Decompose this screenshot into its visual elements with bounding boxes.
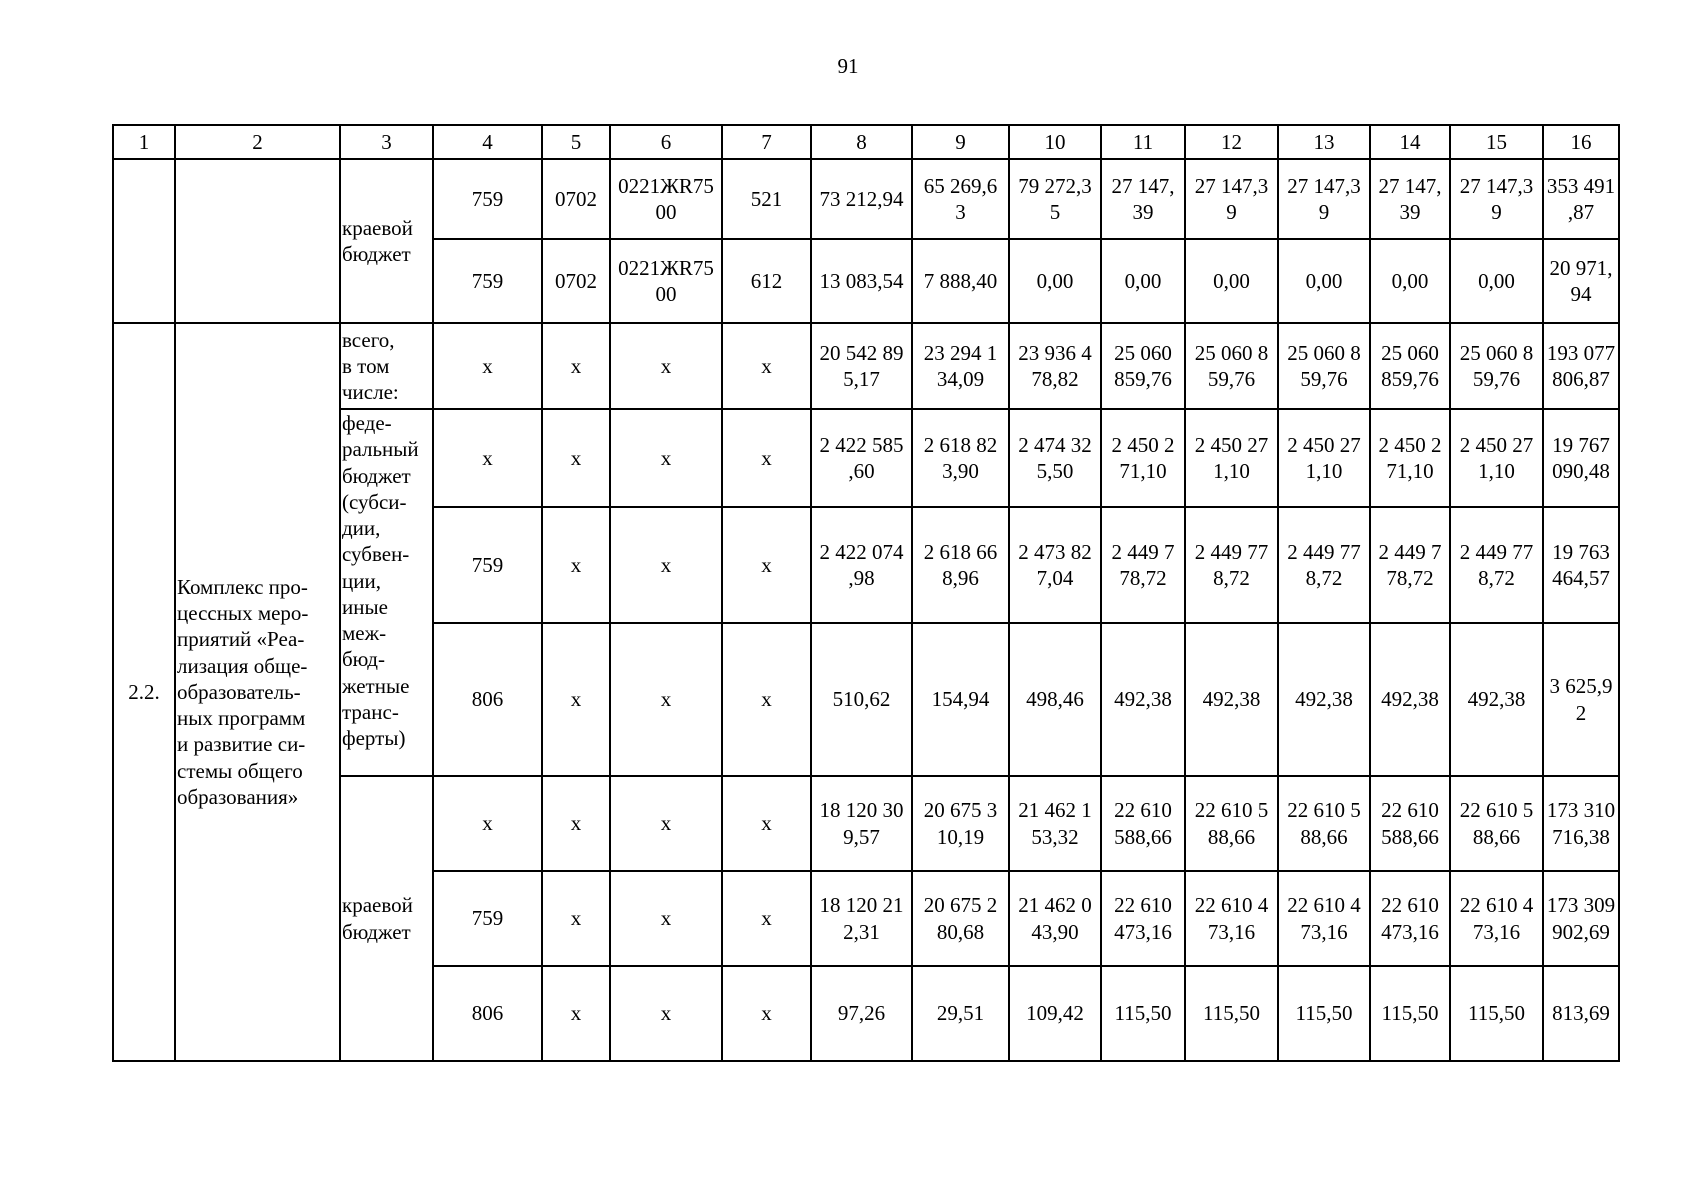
cell-c6: 0221ЖR75 00: [610, 159, 722, 239]
cell-c13: 2 449 77 8,72: [1278, 507, 1370, 623]
cell-c14: 25 060 859,76: [1370, 323, 1450, 409]
cell-c16: 3 625,9 2: [1543, 623, 1619, 776]
cell-c14: 22 610 588,66: [1370, 776, 1450, 871]
table-row: [113, 159, 1619, 239]
cell-c11: 25 060 859,76: [1101, 323, 1185, 409]
cell-c11: 2 449 7 78,72: [1101, 507, 1185, 623]
cell-c8: 13 083,54: [811, 239, 912, 323]
empty-cell: [113, 159, 175, 323]
cell-c12: 115,50: [1185, 966, 1278, 1061]
header-cell: 15: [1450, 125, 1543, 159]
header-cell: 5: [542, 125, 610, 159]
cell-c13: 492,38: [1278, 623, 1370, 776]
cell-c4: x: [433, 409, 542, 507]
cell-c10: 109,42: [1009, 966, 1101, 1061]
cell-c16: 193 077 806,87: [1543, 323, 1619, 409]
cell-c8: 2 422 074 ,98: [811, 507, 912, 623]
cell-c12: 25 060 8 59,76: [1185, 323, 1278, 409]
cell-c9: 29,51: [912, 966, 1009, 1061]
cell-c4: x: [433, 323, 542, 409]
cell-c16: 813,69: [1543, 966, 1619, 1061]
cell-c13: 115,50: [1278, 966, 1370, 1061]
cell-c12: 22 610 4 73,16: [1185, 871, 1278, 966]
cell-c7: x: [722, 871, 811, 966]
cell-c9: 20 675 2 80,68: [912, 871, 1009, 966]
cell-c14: 0,00: [1370, 239, 1450, 323]
cell-c14: 27 147, 39: [1370, 159, 1450, 239]
cell-c8: 97,26: [811, 966, 912, 1061]
cell-c12: 2 450 27 1,10: [1185, 409, 1278, 507]
cell-c4: 759: [433, 239, 542, 323]
cell-c11: 22 610 473,16: [1101, 871, 1185, 966]
cell-c6: x: [610, 507, 722, 623]
cell-c5: x: [542, 871, 610, 966]
header-cell: 11: [1101, 125, 1185, 159]
cell-c12: 492,38: [1185, 623, 1278, 776]
cell-c6: x: [610, 776, 722, 871]
cell-c4: x: [433, 776, 542, 871]
header-cell: 14: [1370, 125, 1450, 159]
cell-c7: 521: [722, 159, 811, 239]
cell-c14: 492,38: [1370, 623, 1450, 776]
cell-c7: x: [722, 776, 811, 871]
header-cell: 8: [811, 125, 912, 159]
cell-c10: 2 474 32 5,50: [1009, 409, 1101, 507]
cell-c6: 0221ЖR75 00: [610, 239, 722, 323]
cell-c13: 27 147,3 9: [1278, 159, 1370, 239]
cell-c13: 22 610 4 73,16: [1278, 871, 1370, 966]
cell-c14: 2 449 7 78,72: [1370, 507, 1450, 623]
cell-c6: x: [610, 871, 722, 966]
header-cell: 7: [722, 125, 811, 159]
cell-c8: 18 120 30 9,57: [811, 776, 912, 871]
cell-c7: x: [722, 507, 811, 623]
cell-c6: x: [610, 966, 722, 1061]
cell-c15: 22 610 4 73,16: [1450, 871, 1543, 966]
cell-c5: x: [542, 507, 610, 623]
cell-c11: 2 450 2 71,10: [1101, 409, 1185, 507]
cell-c16: 173 310 716,38: [1543, 776, 1619, 871]
cell-c5: x: [542, 776, 610, 871]
source-label: краевой бюджет: [340, 159, 433, 323]
cell-c15: 27 147,3 9: [1450, 159, 1543, 239]
cell-c11: 27 147, 39: [1101, 159, 1185, 239]
cell-c10: 21 462 1 53,32: [1009, 776, 1101, 871]
cell-c11: 115,50: [1101, 966, 1185, 1061]
cell-c12: 27 147,3 9: [1185, 159, 1278, 239]
total-label: всего, в том числе:: [340, 323, 433, 409]
cell-c13: 25 060 8 59,76: [1278, 323, 1370, 409]
cell-c5: 0702: [542, 159, 610, 239]
cell-c8: 73 212,94: [811, 159, 912, 239]
cell-c13: 0,00: [1278, 239, 1370, 323]
cell-c11: 0,00: [1101, 239, 1185, 323]
cell-c7: x: [722, 409, 811, 507]
cell-c10: 21 462 0 43,90: [1009, 871, 1101, 966]
cell-c9: 65 269,6 3: [912, 159, 1009, 239]
cell-c9: 23 294 1 34,09: [912, 323, 1009, 409]
header-cell: 9: [912, 125, 1009, 159]
header-cell: 12: [1185, 125, 1278, 159]
cell-c7: x: [722, 623, 811, 776]
cell-c9: 7 888,40: [912, 239, 1009, 323]
cell-c11: 492,38: [1101, 623, 1185, 776]
cell-c9: 2 618 82 3,90: [912, 409, 1009, 507]
header-cell: 10: [1009, 125, 1101, 159]
regional-label: краевой бюджет: [340, 776, 433, 1061]
cell-c10: 498,46: [1009, 623, 1101, 776]
header-cell: 4: [433, 125, 542, 159]
cell-c16: 20 971, 94: [1543, 239, 1619, 323]
header-cell: 16: [1543, 125, 1619, 159]
header-cell: 6: [610, 125, 722, 159]
cell-c9: 20 675 3 10,19: [912, 776, 1009, 871]
cell-c16: 19 767 090,48: [1543, 409, 1619, 507]
cell-c16: 173 309 902,69: [1543, 871, 1619, 966]
table-row: [113, 323, 1619, 409]
cell-c14: 22 610 473,16: [1370, 871, 1450, 966]
cell-c13: 22 610 5 88,66: [1278, 776, 1370, 871]
cell-c11: 22 610 588,66: [1101, 776, 1185, 871]
section-number: 2.2.: [113, 323, 175, 1061]
cell-c12: 0,00: [1185, 239, 1278, 323]
cell-c15: 2 449 77 8,72: [1450, 507, 1543, 623]
cell-c8: 2 422 585 ,60: [811, 409, 912, 507]
cell-c4: 806: [433, 623, 542, 776]
cell-c8: 510,62: [811, 623, 912, 776]
cell-c4: 759: [433, 159, 542, 239]
cell-c15: 115,50: [1450, 966, 1543, 1061]
federal-label: феде- ральный бюджет (субси- дии, субвен- ции, иные меж- бюд- жетные транс- ферты): [340, 409, 433, 776]
budget-table: [112, 124, 1620, 1062]
cell-c15: 22 610 5 88,66: [1450, 776, 1543, 871]
cell-c15: 2 450 27 1,10: [1450, 409, 1543, 507]
cell-c5: x: [542, 409, 610, 507]
cell-c16: 19 763 464,57: [1543, 507, 1619, 623]
cell-c14: 2 450 2 71,10: [1370, 409, 1450, 507]
cell-c4: 806: [433, 966, 542, 1061]
page-number: 91: [837, 54, 859, 78]
cell-c4: 759: [433, 871, 542, 966]
cell-c13: 2 450 27 1,10: [1278, 409, 1370, 507]
cell-c6: x: [610, 323, 722, 409]
cell-c8: 20 542 89 5,17: [811, 323, 912, 409]
header-cell: 2: [175, 125, 340, 159]
cell-c14: 115,50: [1370, 966, 1450, 1061]
cell-c10: 79 272,3 5: [1009, 159, 1101, 239]
header-row: [113, 125, 1619, 159]
cell-c4: 759: [433, 507, 542, 623]
cell-c9: 2 618 66 8,96: [912, 507, 1009, 623]
cell-c10: 2 473 82 7,04: [1009, 507, 1101, 623]
cell-c9: 154,94: [912, 623, 1009, 776]
cell-c6: x: [610, 409, 722, 507]
empty-cell: [175, 159, 340, 323]
cell-c15: 25 060 8 59,76: [1450, 323, 1543, 409]
cell-c5: x: [542, 966, 610, 1061]
cell-c5: 0702: [542, 239, 610, 323]
cell-c8: 18 120 21 2,31: [811, 871, 912, 966]
cell-c15: 492,38: [1450, 623, 1543, 776]
header-cell: 3: [340, 125, 433, 159]
cell-c5: x: [542, 323, 610, 409]
cell-c7: x: [722, 323, 811, 409]
cell-c10: 23 936 4 78,82: [1009, 323, 1101, 409]
cell-c12: 2 449 77 8,72: [1185, 507, 1278, 623]
cell-c6: x: [610, 623, 722, 776]
header-cell: 1: [113, 125, 175, 159]
cell-c5: x: [542, 623, 610, 776]
cell-c7: 612: [722, 239, 811, 323]
cell-c16: 353 491 ,87: [1543, 159, 1619, 239]
cell-c10: 0,00: [1009, 239, 1101, 323]
cell-c12: 22 610 5 88,66: [1185, 776, 1278, 871]
cell-c7: x: [722, 966, 811, 1061]
header-cell: 13: [1278, 125, 1370, 159]
section-name: Комплекс про- цессных меро- приятий «Реа- лизация обще- образователь- ных программ и развитие си- стемы общего образования»: [175, 323, 340, 1061]
cell-c15: 0,00: [1450, 239, 1543, 323]
